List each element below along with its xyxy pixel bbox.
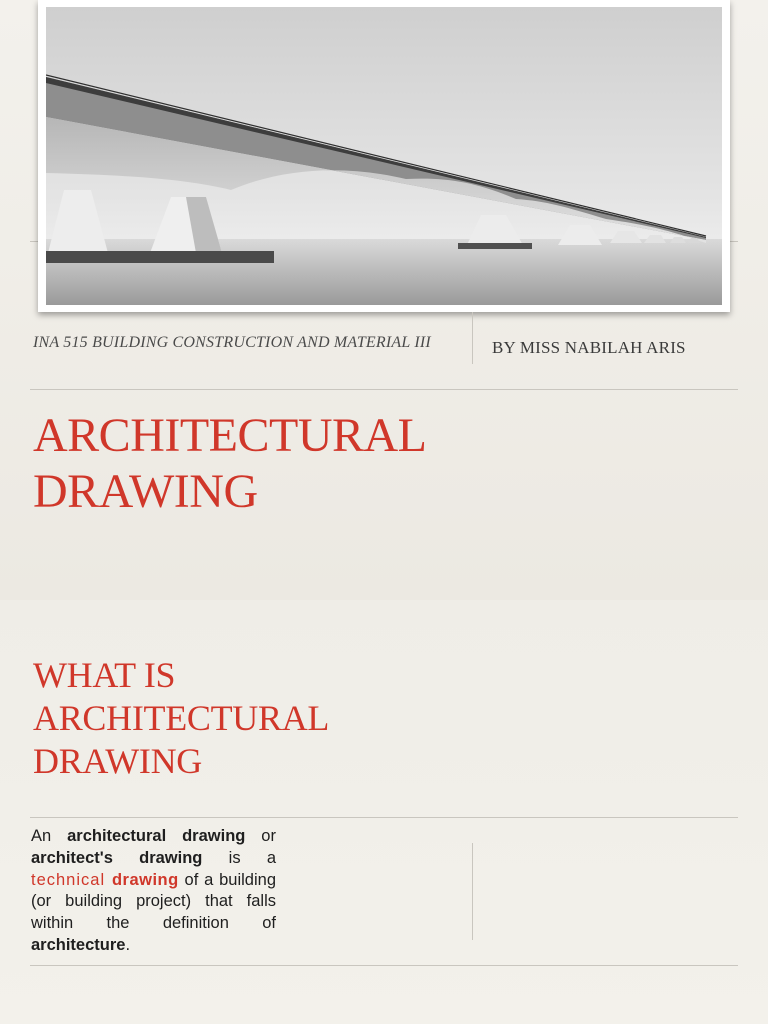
section-heading-line-2: ARCHITECTURAL bbox=[33, 698, 330, 738]
definition-paragraph bbox=[31, 826, 276, 957]
course-title: INA 515 BUILDING CONSTRUCTION AND MATERIAL III bbox=[33, 334, 431, 351]
term-architecture: architecture bbox=[31, 935, 126, 954]
bridge-photo bbox=[38, 0, 730, 312]
link-word-technical: technical bbox=[31, 870, 106, 889]
link-word-drawing: drawing bbox=[111, 870, 179, 889]
definition-text: An bbox=[31, 827, 68, 845]
author-name: BY MISS NABILAH ARIS bbox=[492, 338, 686, 357]
section-heading-line-1: WHAT IS bbox=[33, 655, 176, 695]
slide-title-line-1: ARCHITECTURAL bbox=[33, 409, 427, 462]
term-architects-drawing: architect's drawing bbox=[31, 848, 203, 867]
slide-title bbox=[33, 408, 553, 520]
definition-slide bbox=[0, 600, 768, 1024]
section-heading-line-3: DRAWING bbox=[33, 741, 202, 781]
definition-text: of a building (or building project) that falls within the definition of bbox=[31, 870, 276, 933]
title-rule bbox=[30, 389, 738, 390]
bottom-rule bbox=[30, 965, 738, 966]
header-divider bbox=[472, 312, 473, 364]
term-architectural-drawing: architectural drawing bbox=[67, 827, 246, 845]
definition-text: . bbox=[125, 935, 131, 954]
definition-text: or bbox=[245, 827, 276, 845]
slide-title-line-2: DRAWING bbox=[33, 465, 258, 518]
heading-rule bbox=[30, 817, 738, 818]
section-heading bbox=[33, 654, 453, 783]
technical-drawing-link[interactable] bbox=[31, 871, 179, 889]
bridge-image bbox=[46, 7, 722, 305]
column-divider bbox=[472, 843, 473, 940]
definition-text: is a bbox=[202, 848, 276, 867]
